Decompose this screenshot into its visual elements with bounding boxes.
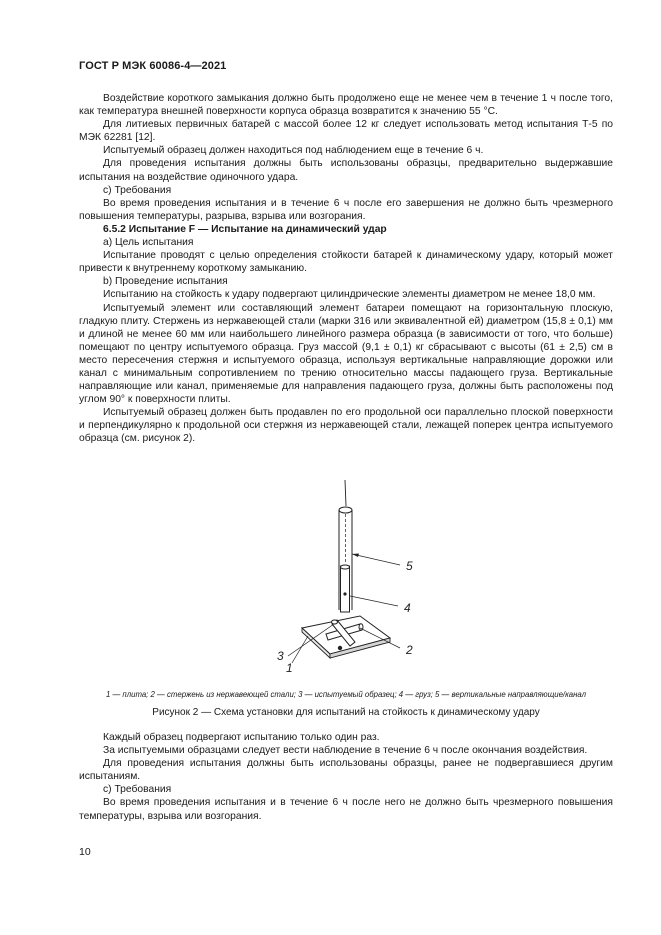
paragraph: Каждый образец подвергают испытанию только один раз.: [103, 732, 380, 743]
figure-legend: 1 — плита; 2 — стержень из нержавеющей стали; 3 — испытуемый образец; 4 — груз; 5 — вертикальные направляющие/канал: [105, 690, 587, 699]
paragraph: с) Требования: [103, 184, 172, 196]
paragraph: Для проведения испытания должны быть использованы образцы, предварительно выдержавшие испытания на воздействие одиночного удара.: [79, 158, 613, 183]
paragraph: Во время проведения испытания и в течение 6 ч после его завершения не должно быть чрезмерного повышения температуры, разрыва, взрыва или возгорания.: [79, 197, 613, 222]
paragraph: b) Проведение испытания: [103, 276, 228, 288]
paragraph: Для проведения испытания должны быть использованы образцы, ранее не подвергавшиеся другим испытаниям.: [79, 758, 613, 783]
figure-caption: Рисунок 2 — Схема установки для испытаний на стойкость к динамическому удару: [152, 707, 540, 718]
figure-label-1: 1: [286, 661, 293, 675]
paragraph: Испытуемый элемент или составляющий элемент батареи помещают на горизонтальную плоскую, гладкую плиту. Стержень из нержавеющей стали (марки 316 или эквивалентной ей) диаметром (15,8 ± 0,1) мм и длиной не менее 60 мм или наибольшего линейного размера образца (в зависимости от того, что больше) помещают по центру испытуемого образца. Груз массой (9,1 ± 0,1) кг сбрасывают с высоты (61 ± 2,5) см в место пересечения стержня и испытуемого образца, используя вертикальные направляющие дорожки или канал с минимальным сопротивлением по трению относительно массы падающего груза. Вертикальные направляющие или канал, применяемые для направления падающего груза, должны быть расположены под углом 90° к поверхности плиты.: [79, 302, 613, 406]
paragraph: с) Требования: [103, 784, 172, 796]
page-number: 10: [79, 846, 91, 858]
paragraph: Испытание проводят с целью определения стойкости батарей к динамическому удару, который может привести к внутреннему короткому замыканию.: [79, 250, 613, 275]
figure-label-4: 4: [404, 601, 411, 615]
paragraph: Воздействие короткого замыкания должно быть продолжено еще не менее чем в течение 1 ч после того, как температура внешней поверхности корпуса образца возвратится к значению 55 °С.: [79, 93, 613, 118]
paragraph: За испытуемыми образцами следует вести наблюдение в течение 6 ч после окончания воздействия.: [103, 745, 588, 757]
impact-test-figure: [260, 478, 430, 678]
figure-label-5: 5: [406, 559, 413, 573]
paragraph: Испытанию на стойкость к удару подвергают цилиндрические элементы диаметром не менее 18,0 мм.: [103, 289, 596, 301]
paragraph: Испытуемый образец должен быть продавлен по его продольной оси параллельно плоской поверхности и перпендикулярно к продольной оси стержня из нержавеющей стали, лежащей поперек центра испытуемого образца (см. рисунок 2).: [79, 407, 613, 445]
document-header: ГОСТ Р МЭК 60086-4—2021: [79, 60, 227, 72]
figure-label-2: 2: [406, 643, 413, 657]
section-heading: 6.5.2 Испытание F — Испытание на динамический удар: [103, 223, 387, 235]
paragraph: а) Цель испытания: [103, 237, 194, 249]
paragraph: Для литиевых первичных батарей с массой более 12 кг следует использовать метод испытания Т-5 по МЭК 62281 [12].: [79, 119, 613, 144]
guide-wire: [345, 480, 346, 506]
body-text-bottom: [79, 731, 613, 823]
figure-label-3: 3: [277, 649, 284, 663]
body-text-top: [79, 92, 613, 446]
drop-weight: [341, 565, 350, 612]
paragraph: Во время проведения испытания и в течение 6 ч после него не должно быть чрезмерного повышения температуры, взрыва или возгорания.: [79, 797, 613, 822]
paragraph: Испытуемый образец должен находиться под наблюдением еще в течение 6 ч.: [103, 145, 484, 157]
